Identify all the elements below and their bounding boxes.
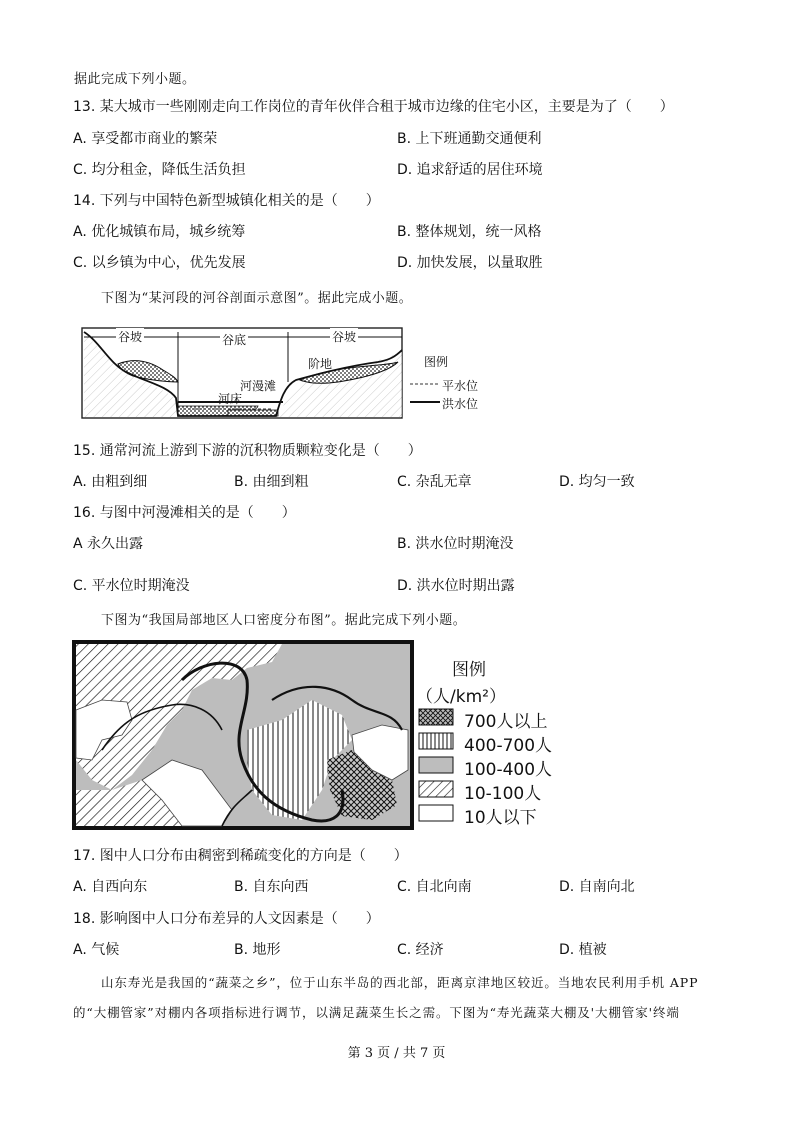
legend-label-under-10: 10人以下 [464, 808, 537, 828]
legend-swatch-700-plus [418, 708, 454, 730]
legend-label-700-plus: 700人以上 [464, 712, 548, 732]
intro-population: 下图为“我国局部地区人口密度分布图”。据此完成下列小题。 [101, 613, 467, 628]
label-floodplain: 河漫滩 [240, 379, 277, 393]
question-17-stem: 17. 图中人口分布由稠密到稀疏变化的方向是（ ） [73, 848, 408, 864]
q14-option-a: A. 优化城镇布局，城乡统筹 [73, 224, 246, 240]
intro-line: 据此完成下列小题。 [74, 72, 196, 87]
population-density-figure [72, 640, 562, 832]
q15-option-a: A. 由粗到细 [73, 474, 148, 490]
q14-option-c: C. 以乡镇为中心，优先发展 [73, 255, 246, 271]
q18-option-b: B. 地形 [234, 942, 281, 958]
question-14-stem: 14. 下列与中国特色新型城镇化相关的是（ ） [73, 193, 380, 209]
intro-valley: 下图为“某河段的河谷剖面示意图”。据此完成小题。 [101, 291, 413, 306]
question-18-stem: 18. 影响图中人口分布差异的人文因素是（ ） [73, 911, 380, 927]
legend-swatch-10-100 [418, 780, 454, 802]
intro-shouguang-line2: 的“大棚管家”对棚内各项指标进行调节，以满足蔬菜生长之需。下图为“寿光蔬菜大棚及'大棚管家'终端 [73, 1005, 680, 1020]
legend-label-10-100: 10-100人 [464, 784, 542, 804]
intro-shouguang-line1: 山东寿光是我国的“蔬菜之乡”，位于山东半岛的西北部，距离京津地区较近。当地农民利用手机 APP [101, 975, 699, 990]
legend-label-100-400: 100-400人 [464, 760, 553, 780]
q15-option-d: D. 均匀一致 [559, 474, 635, 490]
pop-legend-unit: （人/km²） [416, 687, 506, 707]
q18-option-a: A. 气候 [73, 942, 120, 958]
q14-option-d: D. 加快发展，以量取胜 [397, 255, 543, 271]
q17-option-c: C. 自北向南 [397, 879, 472, 895]
page-footer: 第 3 页 / 共 7 页 [347, 1046, 446, 1061]
q16-option-d: D. 洪水位时期出露 [397, 578, 515, 594]
legend-flood-water: 洪水位 [442, 397, 479, 411]
label-riverbed: 河床 [218, 392, 243, 406]
legend-normal-water: 平水位 [442, 379, 479, 393]
valley-cross-section-figure [78, 322, 498, 424]
legend-swatch-100-400 [418, 756, 454, 778]
pop-legend-title: 图例 [452, 660, 486, 680]
q15-option-b: B. 由细到粗 [234, 474, 309, 490]
q15-option-c: C. 杂乱无章 [397, 474, 472, 490]
q13-option-c: C. 均分租金，降低生活负担 [73, 162, 246, 178]
q14-option-b: B. 整体规划，统一风格 [397, 224, 542, 240]
q17-option-a: A. 自西向东 [73, 879, 148, 895]
q18-option-c: C. 经济 [397, 942, 444, 958]
q18-option-d: D. 植被 [559, 942, 607, 958]
q16-option-c: C. 平水位时期淹没 [73, 578, 190, 594]
label-valley-floor: 谷底 [222, 333, 247, 347]
q17-option-d: D. 自南向北 [559, 879, 635, 895]
label-terrace: 阶地 [308, 357, 333, 371]
q16-option-a: A 永久出露 [73, 536, 144, 552]
legend-label-400-700: 400-700人 [464, 736, 553, 756]
q13-option-d: D. 追求舒适的居住环境 [397, 162, 543, 178]
label-slope-right: 谷坡 [332, 330, 357, 344]
question-16-stem: 16. 与图中河漫滩相关的是（ ） [73, 505, 296, 521]
q16-option-b: B. 洪水位时期淹没 [397, 536, 514, 552]
question-13-stem: 13. 某大城市一些刚刚走向工作岗位的青年伙伴合租于城市边缘的住宅小区，主要是为了（ ） [73, 99, 674, 115]
legend-swatch-400-700 [418, 732, 454, 754]
q13-option-a: A. 享受都市商业的繁荣 [73, 131, 218, 147]
q13-option-b: B. 上下班通勤交通便利 [397, 131, 542, 147]
label-slope-left: 谷坡 [118, 330, 143, 344]
valley-legend-title: 图例 [424, 355, 449, 369]
population-map [72, 640, 417, 832]
q17-option-b: B. 自东向西 [234, 879, 309, 895]
question-15-stem: 15. 通常河流上游到下游的沉积物质颗粒变化是（ ） [73, 443, 422, 459]
legend-swatch-under-10 [418, 804, 454, 826]
